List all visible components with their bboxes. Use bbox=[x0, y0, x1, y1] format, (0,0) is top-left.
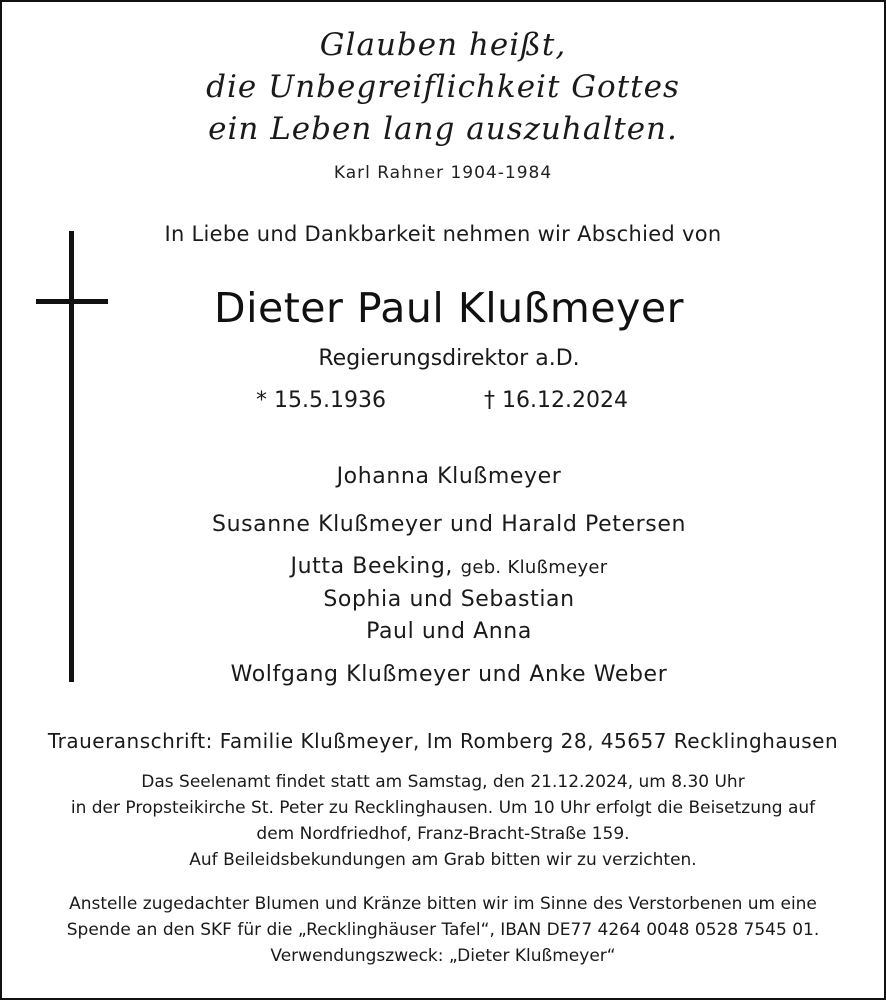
quote-author: Karl Rahner 1904-1984 bbox=[333, 163, 553, 183]
mourner-line: Paul und Anna bbox=[366, 619, 532, 644]
service-line: Das Seelenamt findet statt am Samstag, den 21.12.2024, um 8.30 Uhr bbox=[141, 772, 745, 792]
mourner-line: Sophia und Sebastian bbox=[323, 587, 575, 612]
mourner-line: Johanna Klußmeyer bbox=[336, 464, 562, 489]
donation-info bbox=[2, 891, 884, 969]
service-info bbox=[2, 769, 884, 873]
donation-line: Verwendungszweck: „Dieter Klußmeyer“ bbox=[270, 946, 616, 966]
maiden-name-note: geb. Klußmeyer bbox=[460, 557, 608, 578]
service-line: dem Nordfriedhof, Franz-Bracht-Straße 159. bbox=[256, 824, 630, 844]
birth-date: * 15.5.1936 bbox=[256, 388, 386, 413]
deceased-title: Regierungsdirektor a.D. bbox=[318, 346, 580, 371]
deceased-name: Dieter Paul Klußmeyer bbox=[214, 284, 684, 332]
intro-text: In Liebe und Dankbarkeit nehmen wir Abschied von bbox=[164, 222, 722, 246]
quote-line: ein Leben lang auszuhalten. bbox=[208, 111, 678, 147]
donation-line: Spende an den SKF für die „Recklinghäuser Tafel“, IBAN DE77 4264 0048 0528 7545 01. bbox=[66, 920, 820, 940]
donation-line: Anstelle zugedachter Blumen und Kränze bitten wir im Sinne des Verstorbenen um eine bbox=[69, 894, 817, 914]
mourner-line: Wolfgang Klußmeyer und Anke Weber bbox=[230, 662, 668, 687]
quote-block bbox=[2, 24, 884, 150]
service-line: Auf Beileidsbekundungen am Grab bitten wir zu verzichten. bbox=[189, 850, 697, 870]
mourner-line bbox=[2, 554, 884, 579]
mourning-address: Traueranschrift: Familie Klußmeyer, Im Romberg 28, 45657 Recklinghausen bbox=[47, 729, 839, 753]
death-date: † 16.12.2024 bbox=[484, 388, 628, 413]
mourner-line: Susanne Klußmeyer und Harald Petersen bbox=[212, 512, 686, 537]
quote-line: Glauben heißt, bbox=[319, 27, 567, 63]
mourner-name: Jutta Beeking, bbox=[290, 554, 454, 579]
quote-line: die Unbegreiflichkeit Gottes bbox=[206, 69, 680, 105]
service-line: in der Propsteikirche St. Peter zu Recklinghausen. Um 10 Uhr erfolgt die Beisetzung auf bbox=[70, 798, 816, 818]
